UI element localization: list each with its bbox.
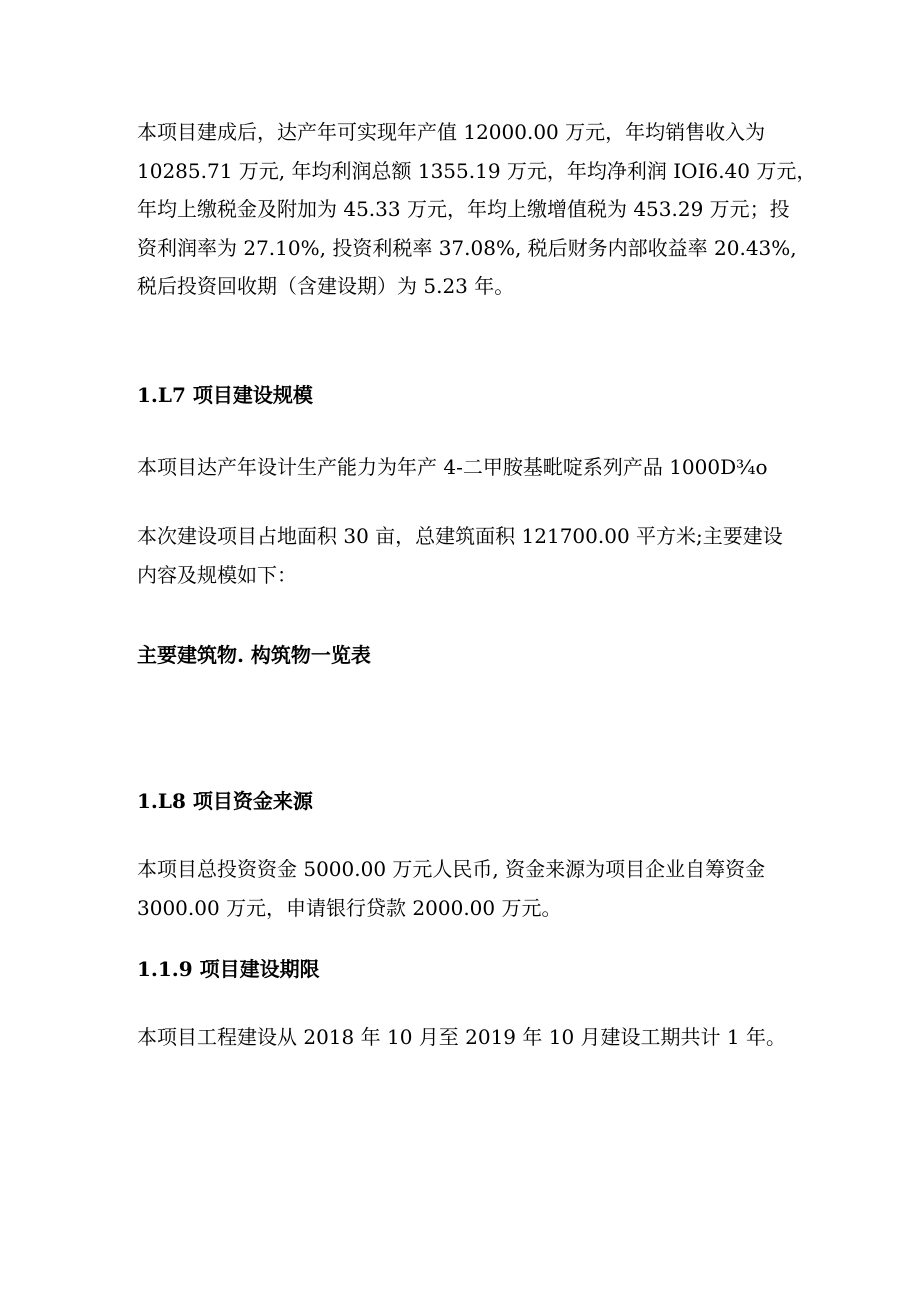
paragraph-line: 年均上缴税金及附加为 45.33 万元，年均上缴增值税为 453.29 万元；投 bbox=[137, 197, 790, 221]
paragraph-line: 本项目建成后，达产年可实现年产值 12000.00 万元，年均销售收入为 bbox=[137, 120, 766, 144]
paragraph-line: 本项目达产年设计生产能力为年产 4-二甲胺基毗啶系列产品 1000D¾o bbox=[137, 455, 768, 479]
paragraph-production-capacity bbox=[137, 448, 787, 487]
paragraph-line: 本项目工程建设从 2018 年 10 月至 2019 年 10 月建设工期共计 1 年。 bbox=[137, 1025, 786, 1049]
paragraph-schedule bbox=[137, 1018, 787, 1057]
paragraph-funding bbox=[137, 850, 787, 927]
paragraph-output-summary bbox=[137, 113, 817, 306]
paragraph-line: 10285.71 万元, 年均利润总额 1355.19 万元，年均净利润 IOI6.40 万元， bbox=[137, 158, 817, 183]
paragraph-line: 3000.00 万元，申请银行贷款 2000.00 万元。 bbox=[137, 895, 562, 920]
paragraph-line: 本次建设项目占地面积 30 亩，总建筑面积 121700.00 平方米;主要建设 bbox=[137, 524, 783, 548]
section-heading-construction-scale: 1.L7 项目建设规模 bbox=[137, 383, 313, 407]
paragraph-line: 资利润率为 27.10%, 投资利税率 37.08%, 税后财务内部收益率 20.43%, bbox=[137, 235, 797, 260]
paragraph-line: 内容及规模如下： bbox=[137, 562, 297, 587]
paragraph-line: 税后投资回收期（含建设期）为 5.23 年。 bbox=[137, 274, 515, 298]
paragraph-line: 本项目总投资资金 5000.00 万元人民币, 资金来源为项目企业自筹资金 bbox=[137, 857, 766, 881]
section-heading-funding-source: 1.L8 项目资金来源 bbox=[137, 789, 313, 813]
table-caption: 主要建筑物. 构筑物一览表 bbox=[137, 643, 371, 667]
section-heading-construction-period: 1.1.9 项目建设期限 bbox=[137, 957, 320, 981]
paragraph-land-area bbox=[137, 517, 787, 594]
